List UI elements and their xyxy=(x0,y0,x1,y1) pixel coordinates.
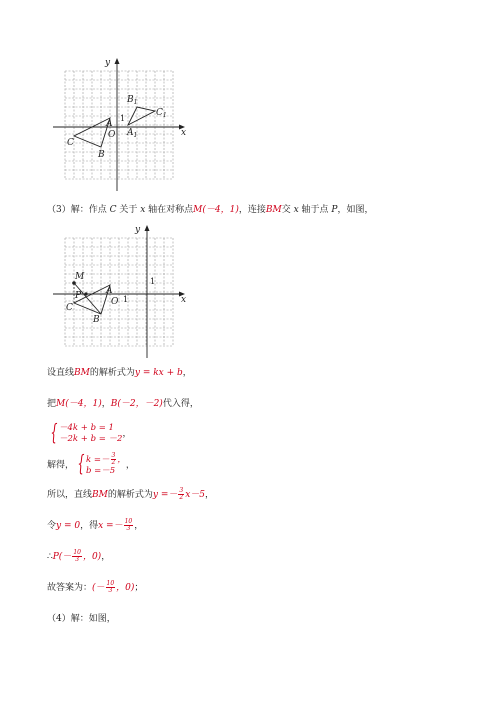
figure-1-tick-1: 1 xyxy=(120,114,126,123)
step-8-end: ； xyxy=(134,583,144,593)
intro-text-2: 关于 xyxy=(116,205,141,215)
step-1-bm: BM xyxy=(74,368,90,378)
step-4-k: k =－ xyxy=(86,455,110,465)
step-7-num: 10 xyxy=(73,549,81,556)
step-2-sep: ， xyxy=(101,399,111,409)
step-5-text: 所以，直线 xyxy=(47,490,93,500)
step-5-num: 3 xyxy=(179,487,184,494)
part3-intro xyxy=(47,204,374,216)
step-4-text: 解得， xyxy=(47,460,75,471)
step-4-end: ， xyxy=(125,460,135,471)
intro-text-7: ，如图， xyxy=(337,205,374,215)
step-4-k-num: 3 xyxy=(111,452,116,459)
step-4-solutions xyxy=(86,453,126,477)
figure-1-label-x: x xyxy=(181,128,187,138)
step-1-end: ， xyxy=(182,368,192,378)
intro-x-2: x xyxy=(293,205,299,215)
step-6-x: x =－ xyxy=(98,521,123,531)
intro-line-bm: BM xyxy=(265,205,282,215)
step-1 xyxy=(47,367,192,379)
step-4 xyxy=(47,453,135,478)
step-4-k-den: 2 xyxy=(111,459,116,466)
step-3-end: ， xyxy=(122,429,132,439)
intro-point-p: P xyxy=(331,205,338,215)
figure-2-label-c: C xyxy=(66,303,73,313)
step-8-open: (－ xyxy=(92,583,105,593)
figure-2-label-b: B xyxy=(93,315,100,325)
part4-intro xyxy=(47,613,116,625)
step-8-num: 10 xyxy=(106,580,115,587)
intro-x: x xyxy=(140,205,146,215)
intro-text-4: ，连接 xyxy=(238,205,266,215)
figure-2-label-p: P xyxy=(75,291,82,301)
step-8-close: ，0) xyxy=(116,583,135,593)
step-7-frac xyxy=(72,550,82,563)
step-6-mid: ，得 xyxy=(80,521,99,531)
figure-1-graph xyxy=(45,55,195,195)
intro-text-1: （3）解：作点 xyxy=(47,205,110,215)
step-1-mid: 的解析式为 xyxy=(89,368,135,378)
figure-1-label-c1: $C_1$ xyxy=(156,108,167,119)
step-6-frac xyxy=(124,519,134,532)
step-7-p: P xyxy=(52,552,59,562)
intro-text-3: 轴在对称点 xyxy=(145,205,194,215)
step-7-therefore: ∴ xyxy=(47,552,53,562)
intro-text-5: 交 xyxy=(281,205,294,215)
figure-2-label-a: A xyxy=(106,286,113,296)
figure-1-grid xyxy=(65,71,173,179)
step-3-system xyxy=(47,422,131,446)
figure-1-label-y: y xyxy=(105,58,111,68)
step-5-expr-a: y =－ xyxy=(152,490,178,500)
step-7-den: 3 xyxy=(75,556,80,563)
step-5-expr-b: x－5 xyxy=(185,490,206,500)
step-2-text: 把 xyxy=(47,399,57,409)
figure-2-label-x: x xyxy=(181,295,187,305)
figure-1-label-o: O xyxy=(108,130,116,140)
figure-2-grid xyxy=(65,238,173,346)
step-3-eq1: －4k + b = 1 xyxy=(59,422,114,433)
step-8-frac xyxy=(106,581,116,594)
point-p xyxy=(84,292,87,295)
step-5-end: ， xyxy=(205,490,215,500)
figure-2-label-o: O xyxy=(111,297,119,307)
step-6-end: ， xyxy=(134,521,144,531)
step-1-expr: y = kx + b xyxy=(134,368,183,378)
step-8-den: 3 xyxy=(108,587,113,594)
step-8-answer xyxy=(47,580,143,596)
step-4-brace: { xyxy=(77,452,85,477)
step-5 xyxy=(47,487,214,503)
step-6-text: 令 xyxy=(47,521,57,531)
step-2-end: 代入得， xyxy=(162,399,199,409)
figure-1-label-b1: $B_1$ xyxy=(127,95,138,106)
part4-text: （4）解：如图， xyxy=(47,614,116,624)
step-7-end: ， xyxy=(101,552,111,562)
step-7 xyxy=(47,549,110,565)
step-6-den: 3 xyxy=(126,525,131,532)
step-6 xyxy=(47,518,143,534)
intro-point-m: M(－4，1) xyxy=(193,205,239,215)
step-2-b: B(－2，－2) xyxy=(110,399,163,409)
step-3-brace: { xyxy=(50,420,58,446)
figure-2-label-m: M xyxy=(75,272,85,282)
step-3-eq2: －2k + b = －2 xyxy=(59,433,123,444)
step-5-mid: 的解析式为 xyxy=(107,490,153,500)
step-7-close: ，0) xyxy=(82,552,102,562)
figure-1-label-c: C xyxy=(67,138,74,148)
step-8-text: 故答案为： xyxy=(47,583,93,593)
figure-2-tick-x1: 1 xyxy=(123,295,129,304)
step-2-m: M(－4，1) xyxy=(56,399,102,409)
step-5-den: 2 xyxy=(179,494,184,501)
intro-text-6: 轴于点 xyxy=(298,205,332,215)
step-5-bm: BM xyxy=(92,490,108,500)
figure-1-y-arrow xyxy=(115,58,120,64)
step-6-y: y = 0 xyxy=(56,521,81,531)
step-4-k-frac xyxy=(111,453,117,466)
step-7-open: (－ xyxy=(58,552,72,562)
figure-2-label-y: y xyxy=(135,225,141,235)
figure-2-tick-y1: 1 xyxy=(150,277,156,286)
step-1-text: 设直线 xyxy=(47,368,75,378)
step-4-b: b =－5 xyxy=(86,466,116,476)
figure-1-label-a: A xyxy=(106,119,113,129)
step-5-frac xyxy=(178,488,184,501)
intro-point-c: C xyxy=(109,205,117,215)
figure-2-y-arrow xyxy=(145,225,150,231)
step-6-num: 10 xyxy=(124,518,133,525)
figure-2-graph xyxy=(45,222,195,362)
step-4-sep: ， xyxy=(117,455,126,465)
figure-1-label-b: B xyxy=(98,150,105,160)
step-3-equations xyxy=(59,423,122,445)
step-2 xyxy=(47,398,199,410)
figure-1-label-a1: $A_1$ xyxy=(127,128,138,139)
